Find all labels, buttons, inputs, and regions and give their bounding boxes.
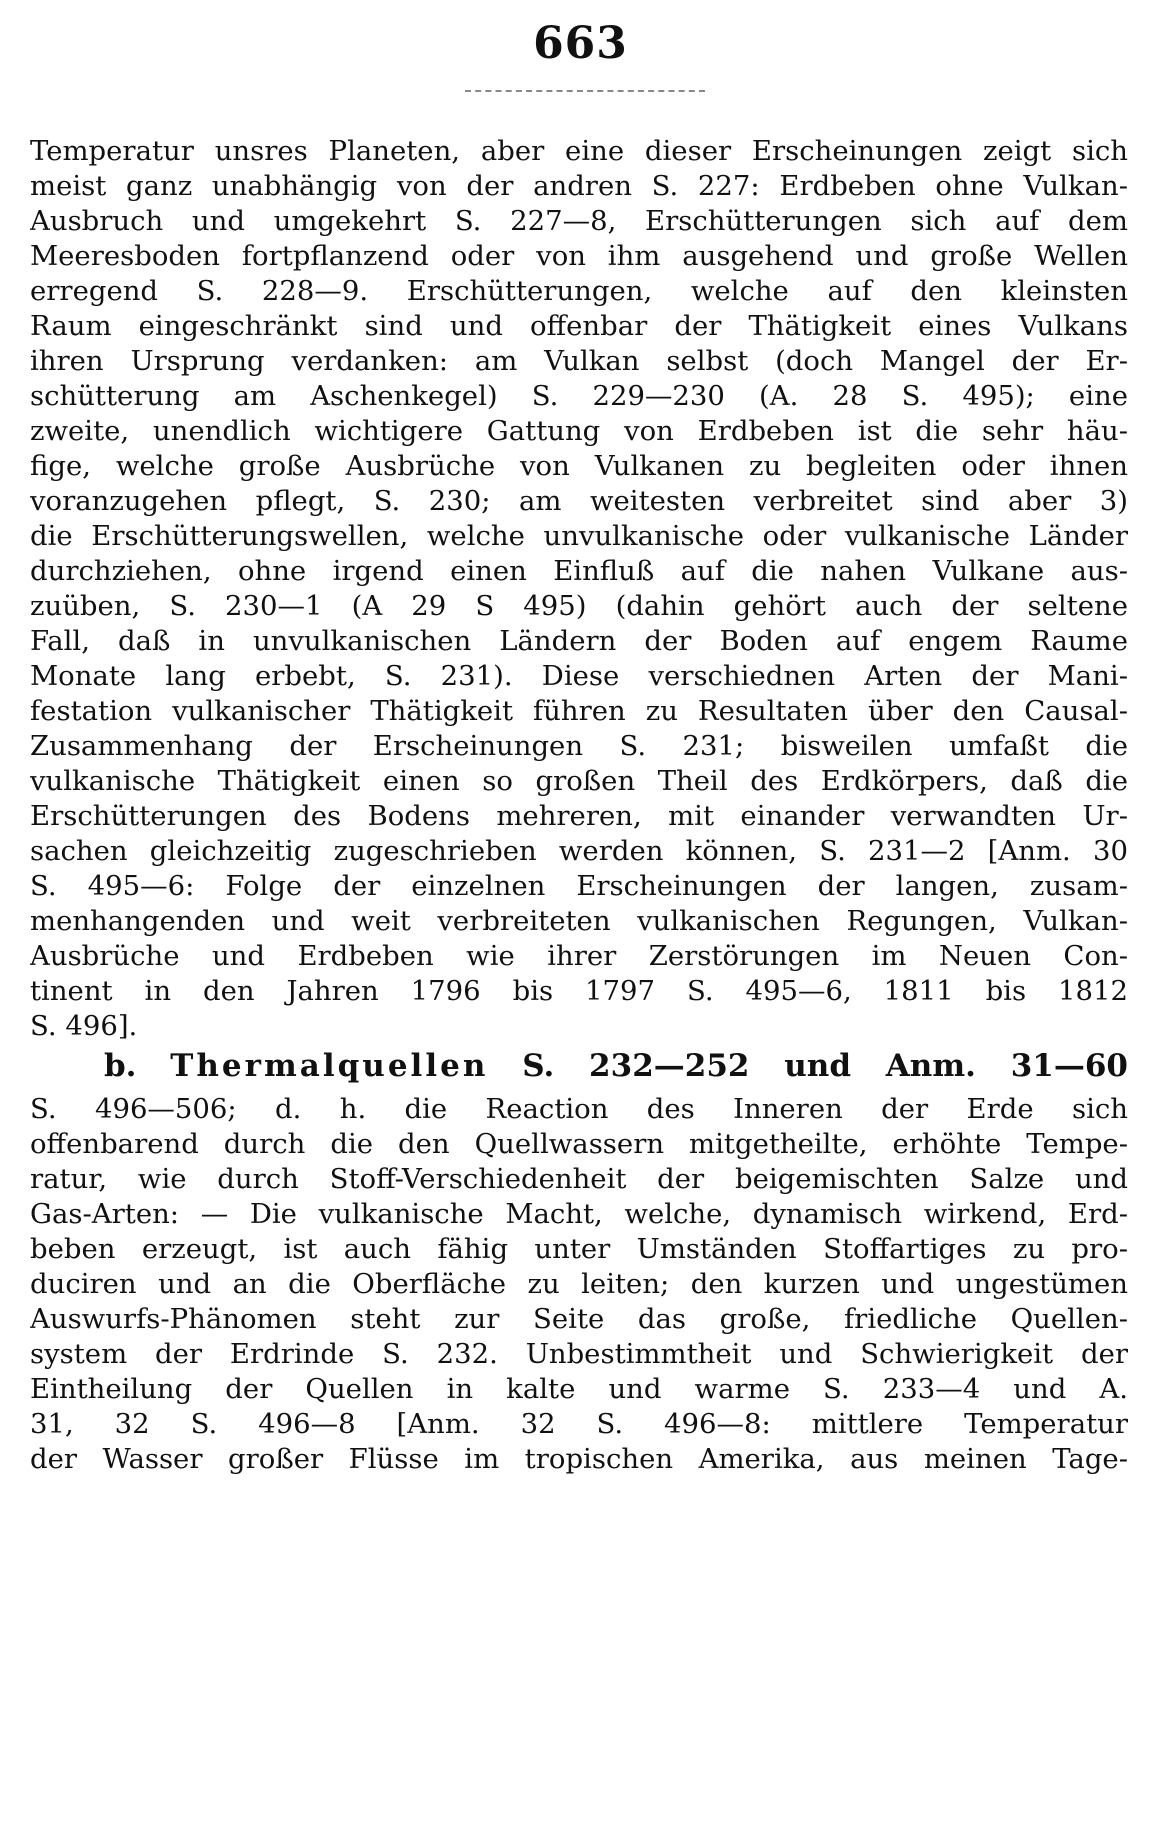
text-line: Fall, daß in unvulkanischen Ländern der Boden auf engem Raume (30, 625, 1128, 657)
text-line: vulkanische Thätigkeit einen so großen Theil des Erdkörpers, daß die (30, 765, 1128, 797)
text-line: 31, 32 S. 496—8 [Anm. 32 S. 496—8: mittlere Temperatur (30, 1408, 1128, 1440)
page-number: 663 (533, 18, 628, 69)
text-line: ratur, wie durch Stoff-Verschiedenheit der beigemischten Salze und (30, 1163, 1128, 1195)
section-heading-rest: S. 232—252 und Anm. 31—60 (522, 1048, 1128, 1084)
text-line: Ausbrüche und Erdbeben wie ihrer Zerstörungen im Neuen Con- (30, 940, 1128, 972)
text-line: Gas-Arten: — Die vulkanische Macht, welche, dynamisch wirkend, Erd- (30, 1198, 1128, 1230)
text-line: die Erschütterungswellen, welche unvulkanische oder vulkanische Länder (30, 520, 1128, 552)
text-line: Raum eingeschränkt sind und offenbar der Thätigkeit eines Vulkans (30, 310, 1128, 342)
text-line: tinent in den Jahren 1796 bis 1797 S. 495—6, 1811 bis 1812 (30, 975, 1128, 1007)
text-line: Meeresboden fortpflanzend oder von ihm ausgehend und große Wellen (30, 240, 1128, 272)
text-line: Temperatur unsres Planeten, aber eine dieser Erscheinungen zeigt sich (30, 135, 1128, 167)
section-heading: Thermalquellen (170, 1048, 489, 1084)
text-line: S. 496]. (30, 1010, 138, 1042)
section-heading-line (104, 1046, 1128, 1087)
text-line: Erschütterungen des Bodens mehreren, mit einander verwandten Ur- (30, 800, 1128, 832)
text-line: Auswurfs-Phänomen steht zur Seite das große, friedliche Quellen- (30, 1303, 1128, 1335)
text-line: beben erzeugt, ist auch fähig unter Umständen Stoffartiges zu pro- (30, 1233, 1128, 1265)
text-line: fige, welche große Ausbrüche von Vulkanen zu begleiten oder ihnen (30, 450, 1128, 482)
text-line: meist ganz unabhängig von der andren S. 227: Erdbeben ohne Vulkan- (30, 170, 1128, 202)
text-line: offenbarend durch die den Quellwassern mitgetheilte, erhöhte Tempe- (30, 1128, 1128, 1160)
text-line: Monate lang erbebt, S. 231). Diese verschiednen Arten der Mani- (30, 660, 1128, 692)
section-label: b. (104, 1048, 137, 1084)
text-line: zuüben, S. 230—1 (A 29 S 495) (dahin gehört auch der seltene (30, 590, 1128, 622)
text-line: zweite, unendlich wichtigere Gattung von Erdbeben ist die sehr häu- (30, 415, 1128, 447)
text-line: festation vulkanischer Thätigkeit führen zu Resultaten über den Causal- (30, 695, 1128, 727)
text-line: der Wasser großer Flüsse im tropischen Amerika, aus meinen Tage- (30, 1443, 1128, 1475)
text-line: erregend S. 228—9. Erschütterungen, welche auf den kleinsten (30, 275, 1128, 307)
text-line: Zusammenhang der Erscheinungen S. 231; bisweilen umfaßt die (30, 730, 1128, 762)
text-line: duciren und an die Oberfläche zu leiten; den kurzen und ungestümen (30, 1268, 1128, 1300)
text-line: Eintheilung der Quellen in kalte und warme S. 233—4 und A. (30, 1373, 1128, 1405)
text-line: system der Erdrinde S. 232. Unbestimmtheit und Schwierigkeit der (30, 1338, 1128, 1370)
text-line: S. 496—506; d. h. die Reaction des Inneren der Erde sich (30, 1093, 1128, 1125)
text-line: durchziehen, ohne irgend einen Einfluß auf die nahen Vulkane aus- (30, 555, 1128, 587)
text-line: S. 495—6: Folge der einzelnen Erscheinungen der langen, zusam- (30, 870, 1128, 902)
text-line: Ausbruch und umgekehrt S. 227—8, Erschütterungen sich auf dem (30, 205, 1128, 237)
text-line: schütterung am Aschenkegel) S. 229—230 (A. 28 S. 495); eine (30, 380, 1128, 412)
header-rule (465, 90, 705, 92)
text-line: voranzugehen pflegt, S. 230; am weitesten verbreitet sind aber 3) (30, 485, 1128, 517)
text-line: sachen gleichzeitig zugeschrieben werden können, S. 231—2 [Anm. 30 (30, 835, 1128, 867)
text-line: menhangenden und weit verbreiteten vulkanischen Regungen, Vulkan- (30, 905, 1128, 937)
text-line: ihren Ursprung verdanken: am Vulkan selbst (doch Mangel der Er- (30, 345, 1128, 377)
